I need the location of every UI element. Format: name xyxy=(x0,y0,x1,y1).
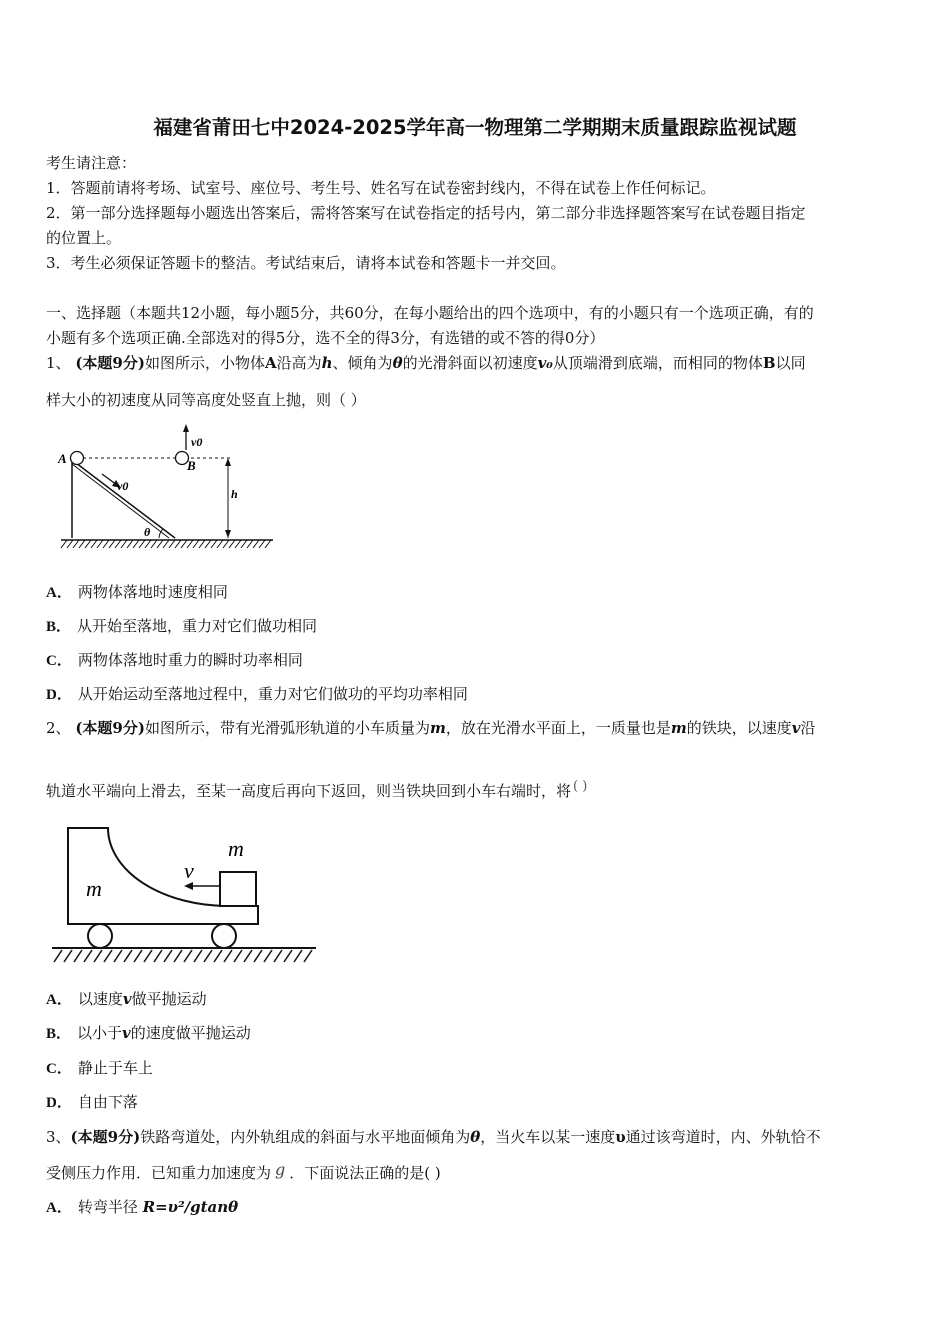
q1-text: 沿高为 xyxy=(276,354,322,372)
option-label: D． xyxy=(46,687,72,703)
q3-var-theta: θ xyxy=(470,1128,481,1146)
q1-option-a xyxy=(46,581,228,602)
option-label: B． xyxy=(46,619,72,635)
option-text: 做平抛运动 xyxy=(131,990,207,1008)
q3-var-g: g xyxy=(275,1160,286,1179)
q2-option-d xyxy=(46,1091,138,1112)
q1-text: 以同 xyxy=(775,354,806,372)
label-h: h xyxy=(231,487,238,501)
wheel-left xyxy=(88,924,112,948)
label-v0-top: v0 xyxy=(191,435,203,449)
section-heading: 一、选择题（本题共12小题，每小题5分，共60分，在每小题给出的四个选项中，有的小题只有一个选项正确，有的 xyxy=(46,304,814,322)
label-m-block: m xyxy=(228,836,244,861)
option-text: 两物体落地时重力的瞬时功率相同 xyxy=(77,651,303,669)
notice-heading: 考生请注意： xyxy=(46,154,137,172)
q1-text: 、倾角为 xyxy=(332,354,393,372)
option-text: 两物体落地时速度相同 xyxy=(77,583,228,601)
q1-var-B: B xyxy=(762,354,776,372)
q3-text: 铁路弯道处，内外轨组成的斜面与水平地面倾角为 xyxy=(140,1128,471,1146)
q2-text: 如图所示，带有光滑弧形轨道的小车质量为 xyxy=(144,719,430,737)
q3-var-u: υ xyxy=(615,1128,626,1146)
q2-option-a xyxy=(46,988,207,1009)
ball-a xyxy=(71,452,84,465)
option-label: A． xyxy=(46,992,72,1008)
v0-up-arrowhead xyxy=(183,424,189,432)
label-b: B xyxy=(187,458,196,473)
label-theta: θ xyxy=(144,525,151,539)
question-2-score: (本题9分) xyxy=(75,719,145,737)
h-arrowhead-top xyxy=(225,458,231,466)
q2-text: 的铁块，以速度 xyxy=(686,719,792,737)
option-var: v xyxy=(122,990,132,1008)
option-text: 静止于车上 xyxy=(77,1059,153,1077)
q1-option-c xyxy=(46,649,303,670)
q2-text: ，放在光滑水平面上，一质量也是 xyxy=(445,719,671,737)
notice-item-3: 3．考生必须保证答题卡的整洁。考试结束后，请将本试卷和答题卡一并交回。 xyxy=(46,254,566,272)
ground-hatch xyxy=(54,950,312,962)
q3-text: 通过该弯道时，内、外轨恰不 xyxy=(625,1128,821,1146)
label-v0-slope: v0 xyxy=(117,479,129,493)
incline-slope-inner xyxy=(72,464,169,538)
wheel-right xyxy=(212,924,236,948)
velocity-arrowhead xyxy=(184,882,193,890)
q2-text: 轨道水平端向上滑去，至某一高度后再向下返回，则当铁块回到小车右端时，将 xyxy=(46,782,572,800)
option-label: D． xyxy=(46,1095,72,1111)
q1-text: 从顶端滑到底端，而相同的物体 xyxy=(552,354,763,372)
incline-slope xyxy=(72,460,175,538)
question-2-stem xyxy=(46,717,816,738)
option-text: 的速度做平抛运动 xyxy=(130,1024,251,1042)
q3-text: ．下面说法正确的是( ) xyxy=(289,1164,441,1182)
q2-text: 沿 xyxy=(800,719,816,737)
option-text: 转弯半径 xyxy=(77,1198,143,1216)
option-text: 从开始至落地，重力对它们做功相同 xyxy=(77,617,318,635)
q2-option-b xyxy=(46,1022,251,1043)
q2-option-c xyxy=(46,1057,153,1078)
notice-item-2-cont: 的位置上。 xyxy=(46,229,122,247)
q1-option-b xyxy=(46,615,317,636)
option-formula: R=υ²/gtanθ xyxy=(142,1198,239,1216)
option-text: 自由下落 xyxy=(77,1093,138,1111)
option-text: 以速度 xyxy=(77,990,123,1008)
notice-item-1: 1．答题前请将考场、试室号、座位号、考生号、姓名写在试卷密封线内，不得在试卷上作任何标记。 xyxy=(46,179,716,197)
question-2-stem-cont xyxy=(46,780,587,801)
cart-figure xyxy=(48,820,323,970)
question-1-number: 1、 xyxy=(46,354,71,372)
option-text: 以小于 xyxy=(77,1024,123,1042)
q1-option-d xyxy=(46,683,468,704)
question-3-score: (本题9分) xyxy=(70,1128,141,1146)
section-heading-cont: 小题有多个选项正确.全部选对的得5分，选不全的得3分，有选错的或不答的得0分） xyxy=(46,329,605,347)
question-3-stem xyxy=(46,1126,821,1147)
question-1-stem-cont: 样大小的初速度从同等高度处竖直上抛，则（ ） xyxy=(46,391,366,409)
q1-var-v0: v₀ xyxy=(537,354,553,372)
q2-var-m: m xyxy=(670,719,687,737)
answer-paren: ( ) xyxy=(573,779,588,794)
option-label: C． xyxy=(46,653,72,669)
label-m-cart: m xyxy=(86,876,102,901)
option-label: C． xyxy=(46,1061,72,1077)
q3-text: 受侧压力作用．已知重力加速度为 xyxy=(46,1164,272,1182)
question-2-number: 2、 xyxy=(46,719,71,737)
page-title: 福建省莆田七中2024-2025学年高一物理第二学期期末质量跟踪监视试题 xyxy=(153,116,797,139)
q3-option-a xyxy=(46,1196,238,1217)
option-label: A． xyxy=(46,1200,72,1216)
q1-var-theta: θ xyxy=(392,354,403,372)
q1-var-h: h xyxy=(321,354,333,372)
question-1-stem xyxy=(46,352,806,373)
label-v: v xyxy=(184,858,194,883)
question-3-stem-cont xyxy=(46,1162,441,1183)
question-3-number: 3、 xyxy=(46,1128,71,1146)
notice-item-2: 2．第一部分选择题每小题选出答案后，需将答案写在试卷指定的括号内，第二部分非选择题答案写在试卷题目指定 xyxy=(46,204,806,222)
question-1-score: (本题9分) xyxy=(75,354,145,372)
label-a: A xyxy=(58,451,67,466)
q1-var-A: A xyxy=(264,354,277,372)
q2-var-m: m xyxy=(429,719,446,737)
q3-text: ，当火车以某一速度 xyxy=(480,1128,616,1146)
iron-block xyxy=(220,872,256,906)
q2-var-v: v xyxy=(791,719,801,737)
option-text: 从开始运动至落地过程中，重力对它们做功的平均功率相同 xyxy=(77,685,468,703)
q1-text: 的光滑斜面以初速度 xyxy=(402,354,538,372)
h-arrowhead-bottom xyxy=(225,530,231,538)
option-var: v xyxy=(122,1024,131,1042)
option-label: A． xyxy=(46,585,72,601)
ground-hatch xyxy=(61,540,271,548)
q1-text: 如图所示，小物体 xyxy=(144,354,265,372)
incline-figure xyxy=(55,420,280,555)
option-label: B． xyxy=(46,1026,72,1042)
